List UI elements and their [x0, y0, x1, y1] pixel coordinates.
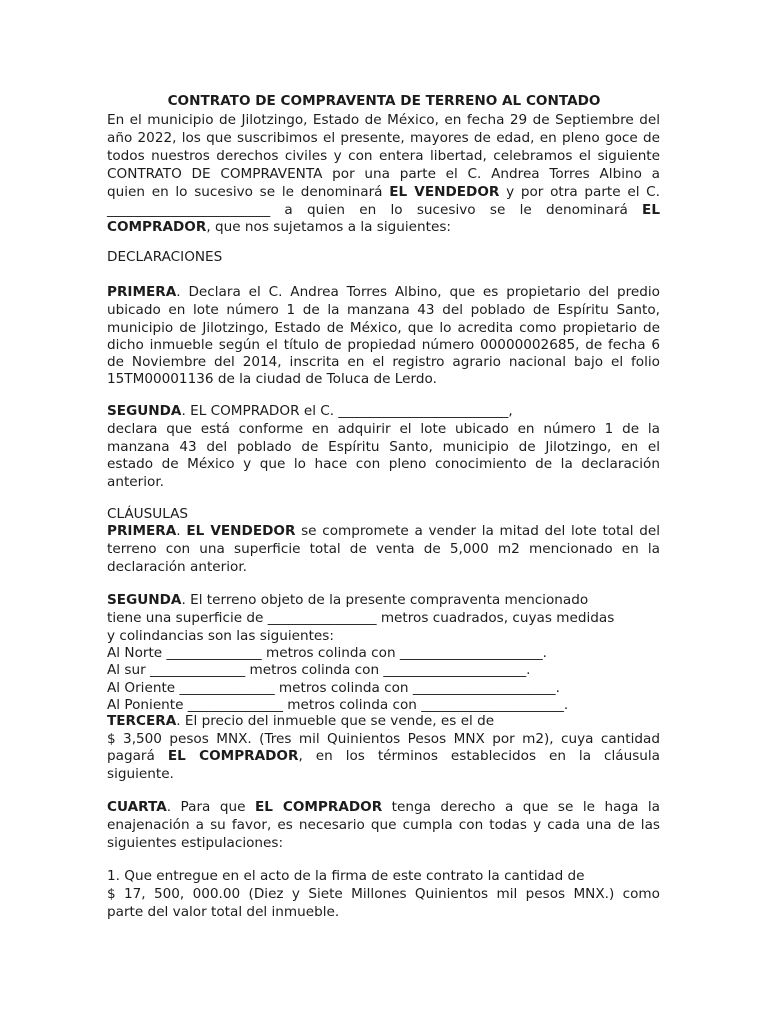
text-run: .: [176, 523, 187, 539]
party-seller: EL VENDEDOR: [389, 184, 500, 200]
declaracion-segunda-line: declara que está conforme en adquirir el lote ubicado en número 1 de la: [107, 421, 660, 437]
party-buyer: EL COMPRADOR: [167, 748, 299, 764]
clausula-cuarta-line: enajenación a su favor, es necesario que cumpla con todas y cada una de las: [107, 817, 660, 833]
declaracion-primera-line: de Noviembre del 2014, inscrita en el registro agrario nacional bajo el folio: [107, 354, 660, 370]
intro-line: [107, 219, 660, 236]
text-run: . El terreno objeto de la presente compraventa mencionado: [181, 592, 589, 608]
text-run: , en los términos establecidos en la cláusula: [298, 748, 661, 764]
clausula-cuarta-line: siguientes estipulaciones:: [107, 835, 284, 851]
clause-label: SEGUNDA: [107, 592, 182, 608]
declaracion-primera-line: dicho inmueble según el título de propiedad número 00000002685, de fecha 6: [107, 337, 660, 353]
clausula-segunda-line: [107, 592, 660, 609]
clausulas-heading: CLÁUSULAS: [107, 506, 189, 522]
text-run: y por otra parte el C.: [499, 184, 660, 200]
text-run: , que nos sujetamos a la siguientes:: [206, 219, 451, 235]
text-run: . El precio del inmueble que se vende, es el de: [176, 713, 495, 729]
intro-line: todos nuestros derechos civiles y con entera libertad, celebramos el siguiente: [107, 148, 660, 164]
declaracion-segunda-line: estado de México y que lo hace con pleno conocimiento de la declaración: [107, 456, 660, 472]
declaracion-segunda-line: anterior.: [107, 474, 164, 490]
clausula-primera-line: [107, 523, 660, 540]
boundary-south: Al sur ______________ metros colinda con _____________________.: [107, 662, 531, 678]
clausula-segunda-line: y colindancias son las siguientes:: [107, 628, 334, 644]
intro-line: año 2022, los que suscribimos el presente, mayores de edad, en pleno goce de: [107, 130, 660, 146]
declaracion-primera-line: ubicado en lote número 1 de la manzana 43 del poblado de Espíritu Santo,: [107, 302, 660, 318]
declaracion-segunda-line: manzana 43 del poblado de Espíritu Santo, municipio de Jilotzingo, en el: [107, 439, 660, 455]
declaraciones-heading: DECLARACIONES: [107, 249, 223, 265]
party-buyer: EL: [642, 202, 660, 218]
intro-line: CONTRATO DE COMPRAVENTA por una parte el C. Andrea Torres Albino a: [107, 166, 660, 182]
text-run: pagará: [107, 748, 168, 764]
text-run: tenga derecho a que se le haga la: [382, 799, 661, 815]
text-run: se compromete a vender la mitad del lote total del: [295, 523, 660, 539]
intro-line: En el municipio de Jilotzingo, Estado de México, en fecha 29 de Septiembre del: [107, 112, 660, 128]
clausula-primera-line: terreno con una superficie total de venta de 5,000 m2 mencionado en la: [107, 541, 660, 557]
text-run: . Declara el C. Andrea Torres Albino, que es propietario del predio: [176, 284, 660, 300]
document-title: CONTRATO DE COMPRAVENTA DE TERRENO AL CONTADO: [167, 93, 601, 109]
clause-label: TERCERA: [107, 713, 177, 729]
text-run: quien en lo sucesivo se le denominará: [107, 184, 390, 200]
clause-label: CUARTA: [107, 799, 167, 815]
clausula-tercera-line: $ 3,500 pesos MNX. (Tres mil Quinientos Pesos MNX por m2), cuya cantidad: [107, 731, 660, 747]
text-run: ________________________ a quien en lo sucesivo se le denominará: [107, 202, 643, 218]
party-buyer: COMPRADOR: [107, 219, 207, 235]
clausula-cuarta-line: [107, 799, 660, 816]
intro-line: [107, 184, 660, 201]
declaracion-primera-line: municipio de Jilotzingo, Estado de México, que lo acredita como propietario de: [107, 320, 660, 336]
clause-label: SEGUNDA: [107, 403, 182, 419]
boundary-west: Al Poniente ______________ metros colinda con _____________________.: [107, 697, 569, 713]
party-seller: EL VENDEDOR: [186, 523, 296, 539]
declaracion-segunda-line: [107, 403, 660, 420]
clausula-tercera-line: [107, 748, 660, 765]
clausula-segunda-line: tiene una superficie de ________________ metros cuadrados, cuyas medidas: [107, 610, 615, 626]
intro-line: [107, 202, 660, 219]
clausula-tercera-line: [107, 713, 660, 730]
boundary-east: Al Oriente ______________ metros colinda con _____________________.: [107, 680, 560, 696]
stipulation-item: 1. Que entregue en el acto de la firma de este contrato la cantidad de: [107, 868, 585, 884]
text-run: . Para que: [166, 799, 255, 815]
clausula-tercera-line: siguiente.: [107, 766, 174, 782]
stipulation-item: parte del valor total del inmueble.: [107, 904, 340, 920]
party-buyer: EL COMPRADOR: [254, 799, 383, 815]
clause-label: PRIMERA: [107, 284, 177, 300]
boundary-north: Al Norte ______________ metros colinda con _____________________.: [107, 645, 547, 661]
stipulation-item: $ 17, 500, 000.00 (Diez y Siete Millones Quinientos mil pesos MNX.) como: [107, 886, 660, 902]
declaracion-primera-line: [107, 284, 660, 301]
text-run: . EL COMPRADOR el C. _________________________,: [181, 403, 513, 419]
clause-label: PRIMERA: [107, 523, 177, 539]
clausula-primera-line: declaración anterior.: [107, 559, 247, 575]
declaracion-primera-line: 15TM00001136 de la ciudad de Toluca de Lerdo.: [107, 371, 437, 387]
